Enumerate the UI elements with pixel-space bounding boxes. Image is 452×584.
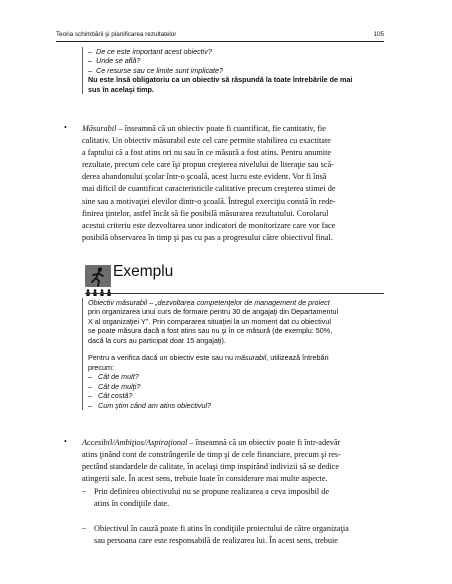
bullet-masurabil: • [64, 123, 67, 132]
sub-item: Obiectivul în cauză poate fi atins în condiţiile proiectului de către organizaţia sau persoana care este responsabilă de realizarea lui. În acest sens, trebuie [94, 524, 349, 546]
running-person-icon [85, 265, 111, 287]
term-accesibil: Accesibil/Ambiţios/Aspiraţional [82, 438, 188, 447]
example-question: – Cât costă? [88, 391, 133, 401]
paragraph-accesibil: Accesibil/Ambiţios/Aspiraţional – înseamnă că un obiectiv poate fi într-adevăr atins ţinând cont de constrângerile de timp şi de cele financiare, precum şi res- pectând standardele de calitate, în acelaşi timp inspirând indivizii să se dedice atingerii sale. În acest sens, trebuie luate în considerare mai multe aspecte. [82, 438, 341, 484]
running-header [56, 31, 384, 41]
sub-item: Prin definirea obiectivului nu se propune realizarea a ceva imposibil de atins în condiţiile date. [94, 487, 330, 509]
questions-note: Nu este însă obligatoriu ca un obiectiv să răspundă la toate întrebările de mai sus în acelaşi timp. [88, 75, 353, 94]
header-rule [56, 41, 384, 42]
example-question: – Cum ştim când am atins obiectivul? [88, 400, 212, 410]
question-item: – Ce resurse sau ce limite sunt implicate? [88, 65, 224, 75]
sub-item-dash: – [82, 486, 86, 495]
example-rule [85, 293, 384, 294]
paragraph-masurabil: Măsurabil – înseamnă că un obiectiv poate fi cuantificat, fie cantitativ, fie calitativ. Un obiectiv măsurabil este cel care permite stabilirea cu exactitate a faptului că a fost atins ori nu sau în ce măsură a fost atins. Pentru anumite rezultate, precum cele care îşi propun creşterea nivelului de literaţie sau scă- derea abandonului şcolar într-o şcoală, acest lucru este evident. Vor fi însă mai dificil de cuantificat caracteristicile calitative precum creşterea stimei de sine sau a motivaţiei elevilor dintr-o şcoală. Întregul exerciţiu constă în rede- finirea ţintelor, astfel încât să fie posibilă măsurarea rezultatului. Corolarul acestui criteriu este dezvoltarea unor indicatori de monitorizare care vor face posibilă observarea în timp şi pas cu pas a progresului către obiectivul final. [82, 124, 336, 242]
example-title: Exemplu [113, 263, 174, 280]
question-item: – De ce este important acest obiectiv? [88, 47, 212, 56]
running-header-title: Teoria schimbării şi planificarea rezultatelor [56, 31, 177, 38]
verify-line: Pentru a verifica dacă un obiectiv este sau nu măsurabil, utilizează întrebări [88, 353, 329, 363]
example-question: – Cât de mult? [88, 372, 139, 382]
bullet-accesibil: • [64, 437, 67, 446]
question-item: – Unde se află? [88, 56, 141, 66]
term-masurabil: Măsurabil [82, 124, 117, 133]
sub-item-dash: – [82, 523, 86, 532]
questions-block [82, 47, 388, 94]
page-number: 105 [373, 31, 384, 38]
example-box: Obiectiv măsurabil – „dezvoltarea competenţelor de management de proiect prin organizarea unui curs de formare pentru 30 de angajaţi din Departamentul X al organizaţiei Y". Prin compararea situaţiei la un moment dat cu obiectivul se poate măsura dacă a fost atins sau nu şi în ce măsură (de exemplu: 50%, dacă la curs au participat doar 15 angajaţi). Pentru a verifica dacă un obiectiv este sau nu măsurabil, utilizează întrebări precum: – Cât de mult? – Cât de mulţi? – Cât costă? – Cum ştim când am atins obiectivul? [82, 298, 388, 410]
example-question: – Cât de mulţi? [88, 381, 141, 391]
